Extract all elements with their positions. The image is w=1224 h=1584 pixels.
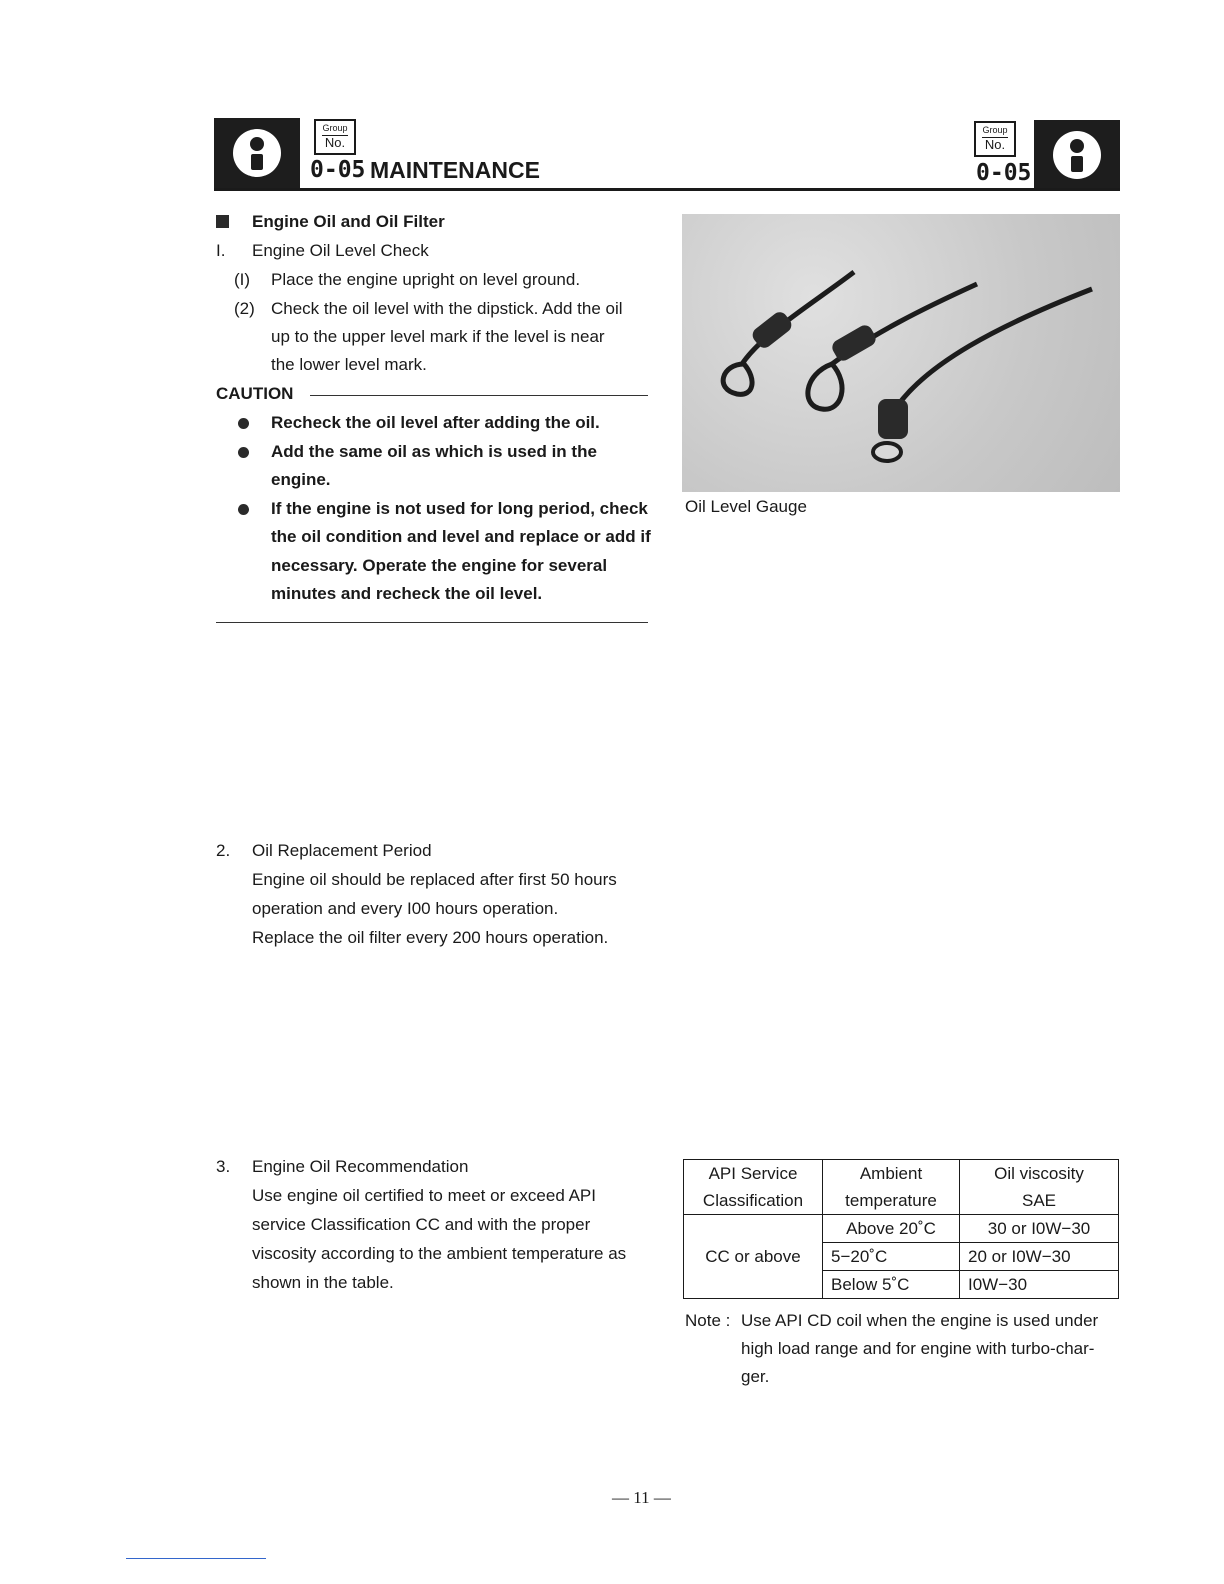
item2-line: operation and every I00 hours operation.	[252, 899, 559, 918]
caution-text: engine.	[271, 470, 331, 489]
dipstick-illustration	[682, 214, 1120, 492]
step2-text-line: up to the upper level mark if the level is near	[271, 327, 605, 346]
caution-text: Add the same oil as which is used in the	[271, 442, 597, 461]
item3-line: shown in the table.	[252, 1273, 394, 1292]
header-cell: temperature	[823, 1187, 960, 1215]
page-title: MAINTENANCE	[370, 157, 540, 183]
no-label: No.	[982, 137, 1008, 152]
caution-text: the oil condition and level and replace or add if	[271, 527, 651, 546]
service-cell: CC or above	[684, 1215, 823, 1299]
step2-number: (2)	[234, 299, 255, 318]
footer-underline	[126, 1558, 266, 1559]
section-code-left: 0-05	[310, 157, 366, 183]
info-icon	[1053, 131, 1101, 179]
item3-line: service Classification CC and with the proper	[252, 1215, 591, 1234]
oil-recommendation-table	[683, 1159, 1119, 1299]
note-line: Use API CD coil when the engine is used under	[741, 1311, 1099, 1330]
caution-text: If the engine is not used for long period, check	[271, 499, 648, 518]
item2-line: Replace the oil filter every 200 hours operation.	[252, 928, 609, 947]
item2-number: 2.	[216, 841, 231, 860]
square-bullet-icon	[216, 215, 229, 228]
info-icon-left	[214, 118, 300, 188]
viscosity-cell: 30 or I0W−30	[960, 1215, 1119, 1243]
item3-line: viscosity according to the ambient temperature as	[252, 1244, 627, 1263]
caution-text: Recheck the oil level after adding the oil.	[271, 413, 600, 432]
temp-cell: 5−20˚C	[823, 1243, 960, 1271]
step2-text-line: the lower level mark.	[271, 355, 427, 374]
table-header-row	[684, 1187, 1119, 1215]
caution-text: minutes and recheck the oil level.	[271, 584, 543, 603]
step2-text-line: Check the oil level with the dipstick. Add the oil	[271, 299, 623, 318]
note-line: ger.	[741, 1367, 770, 1386]
note-label: Note :	[685, 1311, 731, 1330]
item3-line: Use engine oil certified to meet or exceed API	[252, 1186, 596, 1205]
bullet-icon	[238, 504, 249, 515]
page-number: — 11 —	[612, 1488, 671, 1507]
table-row	[684, 1215, 1119, 1243]
group-no-box-left	[314, 119, 356, 155]
header-cell: SAE	[960, 1187, 1119, 1215]
no-label: No.	[322, 135, 348, 150]
caution-end-rule	[216, 622, 648, 623]
viscosity-cell: I0W−30	[960, 1271, 1119, 1299]
info-icon	[233, 129, 281, 177]
caution-label: CAUTION	[216, 384, 294, 403]
item2-line: Engine oil should be replaced after first 50 hours	[252, 870, 617, 889]
section-heading: Engine Oil and Oil Filter	[252, 212, 445, 231]
temp-cell: Above 20˚C	[823, 1215, 960, 1243]
caution-rule	[310, 395, 648, 396]
item1-number: I.	[216, 241, 226, 260]
header-rule	[214, 188, 1120, 191]
temp-cell: Below 5˚C	[823, 1271, 960, 1299]
viscosity-cell: 20 or I0W−30	[960, 1243, 1119, 1271]
header-cell: Classification	[684, 1187, 823, 1215]
group-no-box-right	[974, 121, 1016, 157]
step1-number: (I)	[234, 270, 251, 289]
bullet-icon	[238, 447, 249, 458]
header-cell: Ambient	[823, 1160, 960, 1188]
step1-text: Place the engine upright on level ground.	[271, 270, 581, 289]
item1-title: Engine Oil Level Check	[252, 241, 429, 260]
group-label: Group	[322, 123, 348, 133]
table-header-row	[684, 1160, 1119, 1188]
item3-title: Engine Oil Recommendation	[252, 1157, 469, 1176]
header-cell: API Service	[684, 1160, 823, 1188]
section-code-right: 0-05	[976, 160, 1032, 186]
header-cell: Oil viscosity	[960, 1160, 1119, 1188]
bullet-icon	[238, 418, 249, 429]
photo-caption: Oil Level Gauge	[685, 497, 807, 516]
note-line: high load range and for engine with turbo-char-	[741, 1339, 1095, 1358]
info-icon-right	[1034, 120, 1120, 190]
caution-text: necessary. Operate the engine for several	[271, 556, 608, 575]
group-label: Group	[982, 125, 1008, 135]
item3-number: 3.	[216, 1157, 231, 1176]
item2-title: Oil Replacement Period	[252, 841, 432, 860]
oil-level-gauge-photo	[682, 214, 1120, 492]
